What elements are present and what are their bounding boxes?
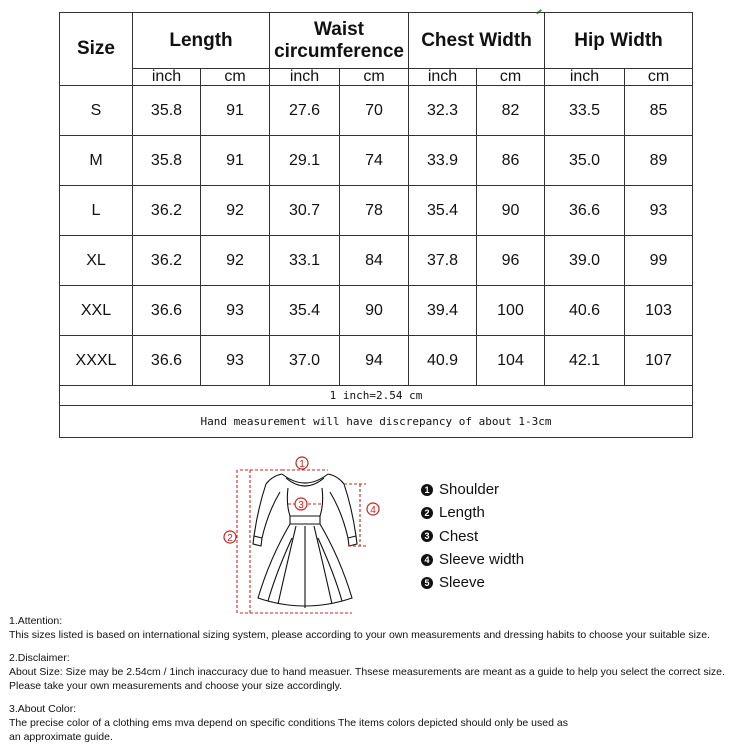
table-row — [60, 136, 693, 186]
table-cell: 82 — [477, 86, 545, 136]
unit-cell: cm — [340, 69, 409, 86]
notes-section — [9, 614, 745, 753]
units-row — [60, 69, 693, 86]
table-cell: 36.6 — [133, 336, 201, 386]
measurement-note-row — [60, 406, 693, 438]
table-cell: 74 — [340, 136, 409, 186]
table-cell: 32.3 — [409, 86, 477, 136]
table-cell: 35.4 — [409, 186, 477, 236]
color-note — [9, 702, 745, 744]
attention-text: This sizes listed is based on international sizing system, please according to your own measurements and dressing habits to choose your suitable size. — [9, 629, 710, 641]
table-cell: 35.4 — [270, 286, 340, 336]
dress-outline — [253, 474, 357, 608]
table-cell: 30.7 — [270, 186, 340, 236]
header-size: Size — [60, 13, 133, 86]
right-sleeve — [330, 484, 356, 538]
legend-number: 4 — [421, 554, 433, 566]
header-waist — [270, 13, 409, 69]
table-cell: 33.9 — [409, 136, 477, 186]
unit-cell: cm — [625, 69, 693, 86]
marker-2-label: 2 — [227, 533, 233, 544]
table-cell: 36.6 — [545, 186, 625, 236]
left-sleeve — [254, 484, 280, 538]
header-length: Length — [133, 13, 270, 69]
table-cell: 107 — [625, 336, 693, 386]
table-cell: 85 — [625, 86, 693, 136]
legend-label: Sleeve — [439, 574, 485, 592]
color-text-1: The precise color of a clothing ems mva depend on specific conditions The items colors depicted should only be used as — [9, 717, 568, 729]
table-cell: 99 — [625, 236, 693, 286]
size-label-cell: XXL — [60, 286, 133, 336]
legend-number: 3 — [421, 530, 433, 542]
neckline-inner — [286, 478, 324, 486]
legend-number: 1 — [421, 484, 433, 496]
color-text-2: an approximate guide. — [9, 731, 113, 743]
marker-3-label: 3 — [298, 500, 304, 511]
table-cell: 36.2 — [133, 236, 201, 286]
legend-item-sleeve — [421, 571, 524, 594]
table-cell: 39.4 — [409, 286, 477, 336]
belt — [290, 516, 320, 524]
measurement-legend — [421, 478, 524, 594]
table-cell: 27.6 — [270, 86, 340, 136]
table-cell: 35.8 — [133, 136, 201, 186]
table-row — [60, 236, 693, 286]
table-cell: 92 — [201, 186, 270, 236]
table-cell: 90 — [340, 286, 409, 336]
marker-4-label: 4 — [370, 505, 376, 516]
color-title: 3.About Color: — [9, 703, 77, 715]
disclaimer-note — [9, 651, 745, 693]
table-cell: 35.8 — [133, 86, 201, 136]
table-cell: 103 — [625, 286, 693, 336]
size-label-cell: XXXL — [60, 336, 133, 386]
header-chest: Chest Width — [409, 13, 545, 69]
size-chart-table — [59, 12, 693, 438]
table-cell: 39.0 — [545, 236, 625, 286]
table-cell: 70 — [340, 86, 409, 136]
legend-item-sleeve-width — [421, 548, 524, 571]
disclaimer-title: 2.Disclaimer: — [9, 652, 70, 664]
table-row — [60, 336, 693, 386]
table-row — [60, 86, 693, 136]
table-cell: 94 — [340, 336, 409, 386]
table-cell: 78 — [340, 186, 409, 236]
table-cell: 33.1 — [270, 236, 340, 286]
header-waist-line2: circumference — [274, 40, 404, 62]
table-cell: 89 — [625, 136, 693, 186]
table-cell: 29.1 — [270, 136, 340, 186]
attention-title: 1.Attention: — [9, 615, 63, 627]
disclaimer-text-2: Please take your own measurements and choose your size accordingly. — [9, 680, 343, 692]
legend-label: Chest — [439, 527, 479, 545]
table-row — [60, 186, 693, 236]
table-cell: 91 — [201, 86, 270, 136]
legend-item-chest — [421, 525, 524, 548]
size-label-cell: L — [60, 186, 133, 236]
marker-1-label: 1 — [299, 459, 305, 470]
table-cell: 37.0 — [270, 336, 340, 386]
attention-note — [9, 614, 745, 642]
table-cell: 33.5 — [545, 86, 625, 136]
table-cell: 40.6 — [545, 286, 625, 336]
skirt-folds — [268, 526, 342, 608]
table-cell: 96 — [477, 236, 545, 286]
right-shoulder — [328, 474, 344, 484]
disclaimer-text-1: About Size: Size may be 2.54cm / 1inch inaccuracy due to hand measuer. Thsese measurements are meant as a guide to help you select the correct size. — [9, 666, 725, 678]
legend-label: Length — [439, 504, 485, 522]
table-cell: 42.1 — [545, 336, 625, 386]
table-cell: 104 — [477, 336, 545, 386]
table-cell: 100 — [477, 286, 545, 336]
table-cell: 86 — [477, 136, 545, 186]
table-cell: 93 — [201, 286, 270, 336]
unit-cell: cm — [201, 69, 270, 86]
unit-cell: inch — [545, 69, 625, 86]
header-hip: Hip Width — [545, 13, 693, 69]
table-cell: 92 — [201, 236, 270, 286]
legend-item-shoulder — [421, 478, 524, 501]
size-label-cell: XL — [60, 236, 133, 286]
legend-label: Shoulder — [439, 481, 500, 499]
conversion-note: 1 inch=2.54 cm — [60, 386, 693, 406]
table-row — [60, 286, 693, 336]
table-cell: 93 — [625, 186, 693, 236]
table-cell: 35.0 — [545, 136, 625, 186]
conversion-note-row — [60, 386, 693, 406]
size-label-cell: M — [60, 136, 133, 186]
unit-cell: cm — [477, 69, 545, 86]
legend-item-length — [421, 501, 524, 524]
table-cell: 91 — [201, 136, 270, 186]
neckline — [282, 474, 328, 483]
size-label-cell: S — [60, 86, 133, 136]
measurement-note: Hand measurement will have discrepancy of about 1-3cm — [60, 406, 693, 438]
legend-number: 2 — [421, 507, 433, 519]
unit-cell: inch — [270, 69, 340, 86]
header-waist-line1: Waist — [314, 18, 364, 40]
unit-cell: inch — [409, 69, 477, 86]
table-cell: 36.6 — [133, 286, 201, 336]
table-cell: 90 — [477, 186, 545, 236]
left-shoulder — [266, 474, 282, 484]
table-cell: 93 — [201, 336, 270, 386]
table-cell: 40.9 — [409, 336, 477, 386]
table-cell: 37.8 — [409, 236, 477, 286]
legend-number: 5 — [421, 577, 433, 589]
unit-cell: inch — [133, 69, 201, 86]
table-cell: 36.2 — [133, 186, 201, 236]
header-row — [60, 13, 693, 69]
dress-measurement-diagram — [220, 448, 390, 623]
table-cell: 84 — [340, 236, 409, 286]
legend-label: Sleeve width — [439, 551, 525, 569]
